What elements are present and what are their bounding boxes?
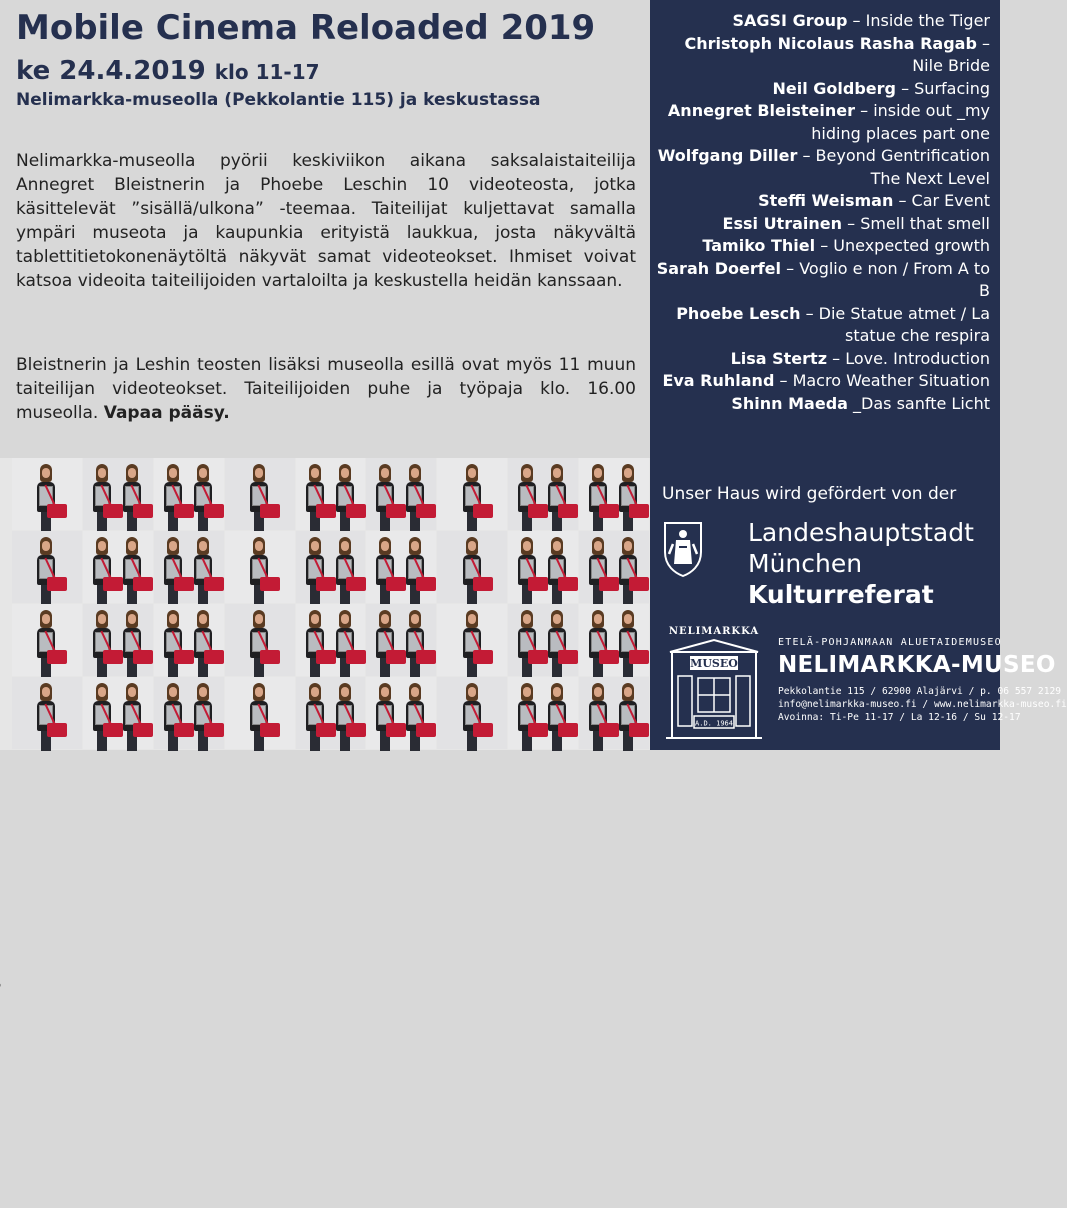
artist-item: [650, 190, 990, 213]
artist-work-title: – Beyond Gentrification The Next Level: [802, 146, 990, 188]
photo-tile: [83, 531, 153, 603]
photo-tile: [508, 458, 578, 530]
artist-name: Eva Ruhland: [662, 371, 775, 390]
artist-name: Tamiko Thiel: [702, 236, 816, 255]
museum-logo-year: A.D. 1964: [695, 719, 733, 728]
artist-item: [650, 258, 990, 303]
sponsor-line-3: Kulturreferat: [748, 580, 934, 609]
event-date-day: ke 24.4.2019: [16, 56, 206, 86]
photo-tile: [579, 458, 649, 530]
photo-tile: [296, 458, 366, 530]
photo-credit: [0, 918, 12, 1208]
museum-name: NELIMARKKA-MUSEO: [778, 652, 1056, 678]
event-info-panel: [0, 0, 650, 750]
photo-tile: [83, 604, 153, 676]
artist-name: Christoph Nicolaus Rasha Ragab: [684, 33, 977, 53]
artist-name: Lisa Stertz: [730, 348, 828, 368]
museum-contact: info@nelimarkka-museo.fi / www.nelimarkka-museo.fi: [778, 699, 1067, 710]
artist-work-title: – Surfacing: [901, 78, 990, 98]
photo-tile: [437, 677, 507, 749]
photo-tile: [579, 677, 649, 749]
artist-work-title: – Die Statue atmet / La statue che respira: [805, 303, 990, 345]
artist-name: Annegret Bleisteiner: [667, 101, 856, 120]
photo-tile: [83, 458, 153, 530]
artist-item: [650, 348, 990, 371]
artist-name: Sarah Doerfel: [656, 258, 782, 278]
photo-tile: [12, 531, 82, 603]
photo-tile: [508, 531, 578, 603]
photo-tile: [225, 677, 295, 749]
photo-tile: [154, 604, 224, 676]
munich-coat-of-arms-icon: [662, 520, 704, 578]
photo-tile: [508, 604, 578, 676]
description-paragraph-2-text: Bleistnerin ja Leshin teosten lisäksi museolla esillä ovat myös 11 muun taiteilijan videoteokset. Taiteilijoiden puhe ja työpaja klo. 16.00 museolla.: [16, 355, 636, 423]
artist-item: [650, 393, 990, 416]
museum-building-logo: [660, 622, 768, 744]
photo-tile: [296, 604, 366, 676]
photo-tile: [366, 458, 436, 530]
sponsor-text: Unser Haus wird gefördert von der: [662, 484, 957, 504]
photo-tile: [225, 531, 295, 603]
event-location: Nelimarkka-museolla (Pekkolantie 115) ja keskustassa: [16, 90, 541, 110]
artist-name: Steffi Weisman: [758, 191, 894, 210]
photo-tile: [12, 458, 82, 530]
artist-work-title: – Nile Bride: [912, 33, 990, 75]
artist-work-title: _Das sanfte Licht: [853, 393, 990, 413]
event-time: klo 11-17: [214, 60, 320, 84]
artist-name: Phoebe Lesch: [676, 303, 801, 323]
photo-tile: [154, 677, 224, 749]
photo-grid: [12, 458, 650, 750]
photo-tile: [154, 531, 224, 603]
artist-item: [650, 145, 990, 190]
artist-work-title: – Smell that smell: [847, 213, 990, 233]
artist-name: Shinn Maeda: [731, 393, 848, 413]
photo-tile: [296, 677, 366, 749]
museum-hours: Avoinna: Ti-Pe 11-17 / La 12-16 / Su 12-17: [778, 712, 1021, 723]
sponsor-line-2: München: [748, 549, 863, 578]
artist-item: [650, 370, 990, 393]
artist-name: SAGSI Group: [732, 11, 848, 30]
artist-item: [650, 213, 990, 236]
photo-tile: [366, 677, 436, 749]
photo-tile: [296, 531, 366, 603]
artist-name: Neil Goldberg: [772, 78, 896, 98]
photo-tile: [12, 677, 82, 749]
event-title: Mobile Cinema Reloaded 2019: [16, 8, 596, 48]
artist-work-title: – inside out _my hiding places part one: [811, 101, 990, 143]
artist-item: [650, 303, 990, 348]
artist-item: [650, 100, 990, 145]
artist-list: [650, 10, 990, 415]
museum-logo-sign: MUSEO: [690, 657, 738, 670]
photo-tile: [225, 458, 295, 530]
artist-item: [650, 78, 990, 101]
photo-credit-text: [0, 918, 1, 1208]
photo-tile: [437, 458, 507, 530]
museum-address: Pekkolantie 115 / 62900 Alajärvi / p. 06 557 2129: [778, 686, 1062, 697]
artist-work-title: – Macro Weather Situation: [779, 371, 990, 390]
museum-region: ETELÄ-POHJANMAAN ALUETAIDEMUSEO: [778, 637, 1002, 648]
photo-tile: [154, 458, 224, 530]
photo-tile: [437, 604, 507, 676]
artist-name: Wolfgang Diller: [657, 146, 798, 165]
free-entry-text: Vapaa pääsy.: [103, 403, 230, 423]
photo-tile: [437, 531, 507, 603]
artist-work-title: – Love. Introduction: [832, 348, 990, 368]
photo-tile: [12, 604, 82, 676]
artist-work-title: – Car Event: [898, 191, 990, 210]
photo-tile: [579, 604, 649, 676]
description-paragraph-1: Nelimarkka-museolla pyörii keskiviikon aikana saksalaistaiteilija Annegret Bleistnerin ja Phoebe Leschin 10 videoteosta, jotka käsittelevät ”sisällä/ulkona” -teemaa. Taiteilijat kuljettavat samalla ympäri museota ja kaupunkia erityistä laukkua, josta näkyvältä tablettitietokonenäytöltä näkyvät samat videoteokset. Ihmiset voivat katsoa videoita taiteilijoiden vartaloilta ja keskustella heidän kanssaan.: [16, 151, 636, 291]
artist-name: Essi Utrainen: [722, 213, 843, 233]
photo-tile: [83, 677, 153, 749]
artist-work-title: – Unexpected growth: [820, 236, 990, 255]
photo-tile: [225, 604, 295, 676]
performance-photo-collage: [0, 458, 650, 750]
artist-work-title: – Inside the Tiger: [852, 11, 990, 30]
artist-item: [650, 33, 990, 78]
artist-item: [650, 235, 990, 258]
artist-item: [650, 10, 990, 33]
artist-panel: [650, 0, 1067, 750]
description-paragraph-2: [16, 353, 636, 425]
photo-tile: [579, 531, 649, 603]
photo-tile: [366, 531, 436, 603]
artist-work-title: – Voglio e non / From A to B: [786, 258, 990, 300]
photo-tile: [508, 677, 578, 749]
museum-logo-top-text: NELIMARKKA: [668, 626, 760, 637]
photo-tile: [366, 604, 436, 676]
sponsor-line-1: Landeshauptstadt: [748, 518, 974, 547]
event-date: [16, 56, 320, 86]
